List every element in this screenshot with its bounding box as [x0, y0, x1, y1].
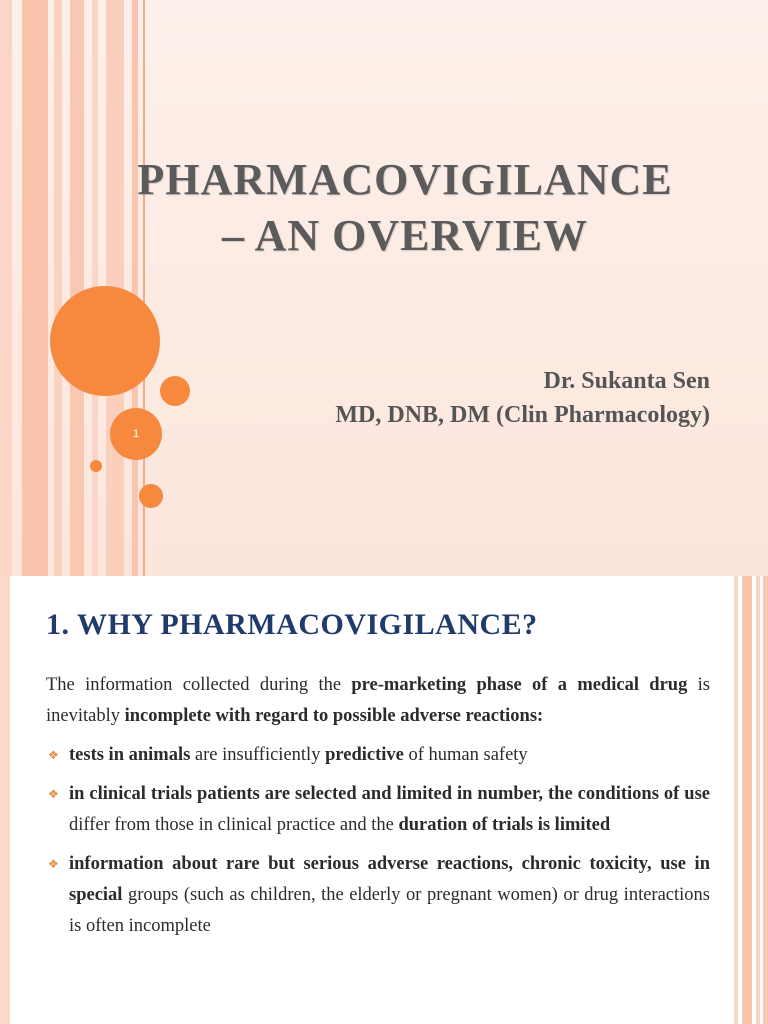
intro-bold-3: incomplete with regard to possible adverse reactions: — [124, 706, 544, 726]
diamond-bullet-icon: ❖ — [48, 787, 59, 801]
bullet-text: are insufficiently — [190, 745, 326, 765]
bullet-item — [46, 779, 710, 841]
title-line-2: – AN OVERVIEW — [222, 211, 588, 260]
bullet-text: differ from those in clinical practice and the — [69, 815, 399, 835]
bullet-bold: duration of trials is limited — [398, 815, 611, 835]
bullet-bold: tests in animals — [69, 745, 191, 765]
tiny-circle-decoration — [90, 460, 102, 472]
diamond-bullet-icon: ❖ — [48, 748, 59, 762]
small-circle-decoration-2 — [139, 484, 163, 508]
intro-bold-2: medical drug — [577, 675, 688, 695]
presentation-title — [60, 152, 750, 264]
content-slide — [0, 576, 768, 1024]
diamond-bullet-icon: ❖ — [48, 857, 59, 871]
slide-heading: 1. WHY PHARMACOVIGILANCE? — [46, 608, 538, 641]
author-block — [190, 364, 710, 432]
bullet-item — [46, 740, 710, 771]
slide-body — [46, 670, 710, 942]
bullet-bold: predictive — [325, 745, 404, 765]
bullet-bold: in clinical trials patients are selected and limited in number, the conditions of use — [69, 784, 710, 804]
bullet-text: of human safety — [403, 745, 528, 765]
left-stripe — [0, 576, 10, 1024]
slide-number: 1 — [132, 428, 140, 440]
decorative-stripes-right — [734, 576, 768, 1024]
intro-paragraph — [46, 670, 710, 732]
author-credentials: MD, DNB, DM (Clin Pharmacology) — [335, 402, 710, 428]
intro-text-2: is inevitably — [46, 675, 710, 726]
bullet-text: groups (such as children, the elderly or pregnant women) or drug interactions is often incomplete — [69, 885, 710, 936]
small-circle-decoration — [160, 376, 190, 406]
slide-number-badge — [110, 408, 162, 460]
large-circle-decoration — [50, 286, 160, 396]
intro-text-1: The information collected during the — [46, 675, 352, 695]
title-line-1: PHARMACOVIGILANCE — [137, 155, 673, 204]
bullet-item — [46, 849, 710, 942]
decorative-stripes — [0, 0, 146, 576]
author-name: Dr. Sukanta Sen — [543, 368, 710, 394]
intro-bold-1: pre-marketing phase of a — [351, 675, 567, 695]
bullet-bold: information about rare but serious adverse reactions, chronic toxicity, use in special — [69, 854, 710, 905]
